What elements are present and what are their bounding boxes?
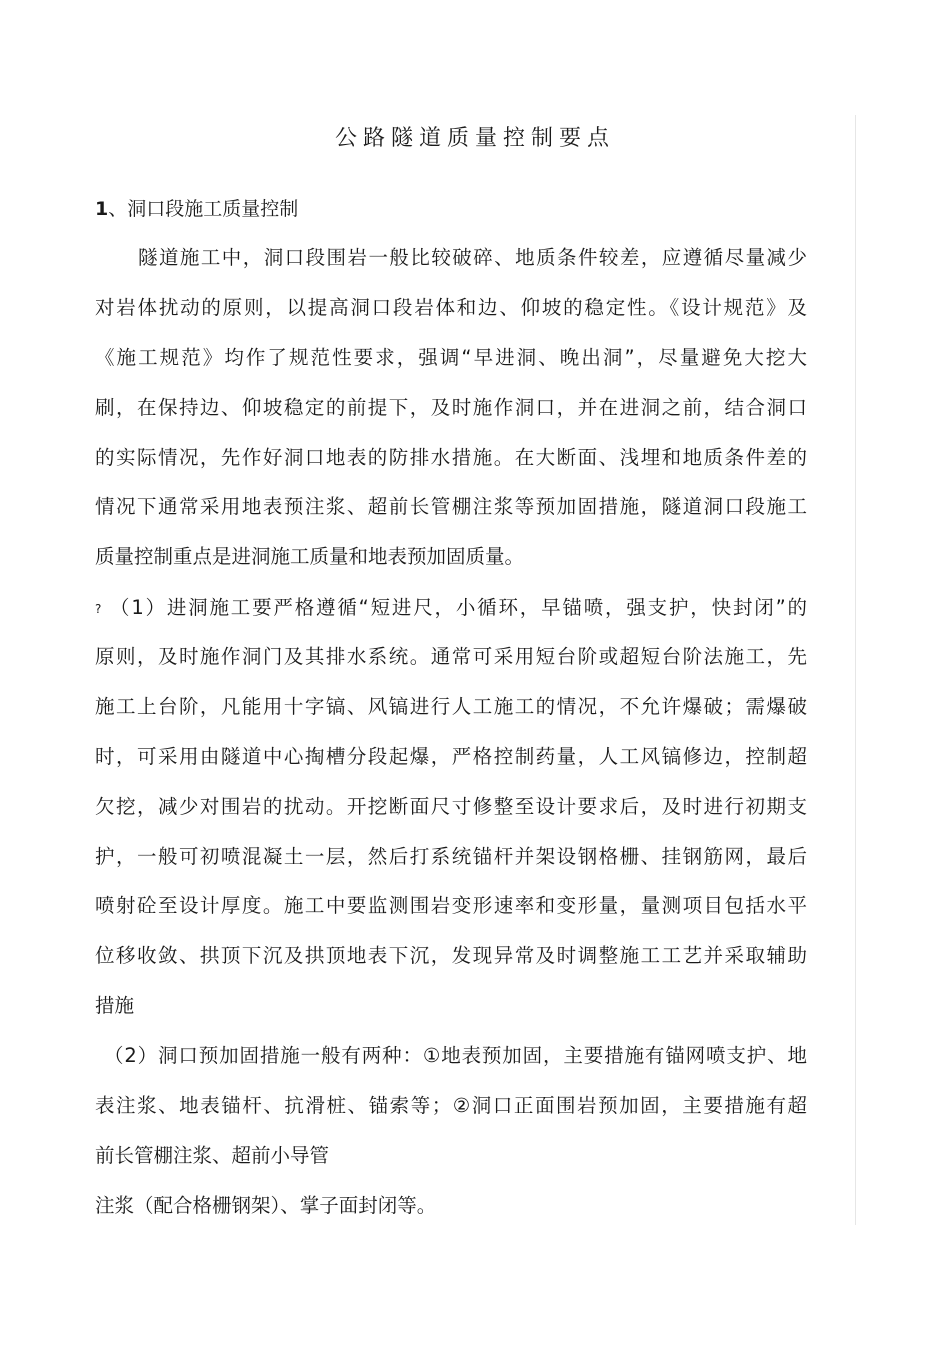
text-line: 欠挖，减少对围岩的扰动。开挖断面尺寸修整至设计要求后，及时进行初期支: [95, 795, 807, 818]
text-line: 表注浆、地表锚杆、抗滑桩、锚索等；②洞口正面围岩预加固，主要措施有超: [95, 1094, 807, 1117]
text-line: 护，一般可初喷混凝土一层，然后打系统锚杆并架设钢格栅、挂钢筋网，最后: [95, 845, 807, 868]
text-line: 原则，及时施作洞门及其排水系统。通常可采用短台阶或超短台阶法施工，先: [95, 645, 807, 668]
text-line: 施工上台阶，凡能用十字镐、风镐进行人工施工的情况，不允许爆破；需爆破: [95, 695, 807, 718]
text-line: （1）进洞施工要严格遵循“短进尺，小循环，早锚喷，强支护，快封闭”的: [110, 596, 807, 619]
text-line: 位移收敛、拱顶下沉及拱顶地表下沉，发现异常及时调整施工工艺并采取辅助: [95, 944, 807, 967]
text-line: 隧道施工中，洞口段围岩一般比较破碎、地质条件较差，应遵循尽量减少: [138, 246, 807, 269]
section-heading-text: 、洞口段施工质量控制: [108, 198, 299, 220]
section-heading: [95, 196, 298, 222]
document-title: 公路隧道质量控制要点: [334, 126, 615, 151]
text-line: 措施: [95, 994, 135, 1017]
text-line: 对岩体扰动的原则，以提高洞口段岩体和边、仰坡的稳定性。《设计规范》及: [95, 296, 807, 319]
text-line: 注浆（配合格栅钢架）、掌子面封闭等。: [95, 1194, 437, 1217]
question-marker: ?: [95, 602, 102, 616]
text-line: （2）洞口预加固措施一般有两种：①地表预加固，主要措施有锚网喷支护、地: [104, 1044, 807, 1067]
section-number: 1: [95, 198, 109, 220]
text-line: 的实际情况，先作好洞口地表的防排水措施。在大断面、浅埋和地质条件差的: [95, 446, 807, 469]
text-line: 喷射砼至设计厚度。施工中要监测围岩变形速率和变形量，量测项目包括水平: [95, 894, 807, 917]
text-line: 时，可采用由隧道中心掏槽分段起爆，严格控制药量，人工风镐修边，控制超: [95, 745, 807, 768]
text-line: 前长管棚注浆、超前小导管: [95, 1144, 330, 1167]
text-line: 情况下通常采用地表预注浆、超前长管棚注浆等预加固措施，隧道洞口段施工: [95, 495, 807, 518]
text-line: 刷，在保持边、仰坡稳定的前提下，及时施作洞口，并在进洞之前，结合洞口: [95, 396, 807, 419]
text-line: 《施工规范》均作了规范性要求，强调“早进洞、晚出洞”，尽量避免大挖大: [95, 346, 807, 369]
page-edge-rule: [855, 115, 856, 1225]
text-line: 质量控制重点是进洞施工质量和地表预加固质量。: [95, 545, 525, 568]
